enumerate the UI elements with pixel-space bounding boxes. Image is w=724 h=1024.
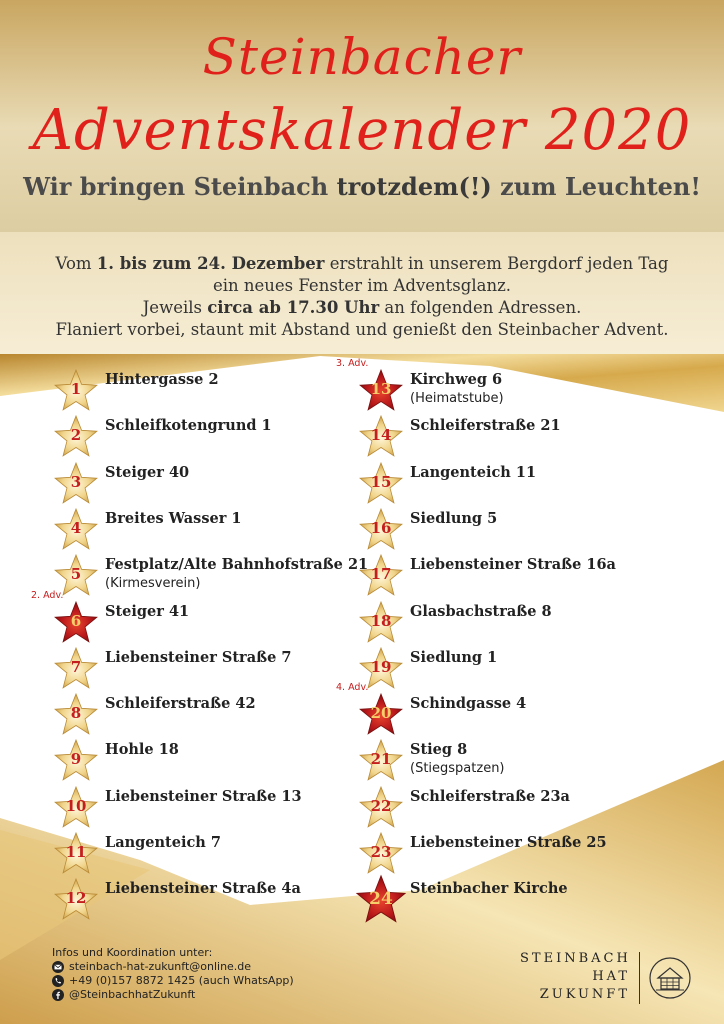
address: Kirchweg 6 — [410, 371, 503, 388]
address: Schleiferstraße 21 — [410, 417, 561, 435]
address: Schindgasse 4 — [410, 695, 527, 713]
address: Liebensteiner Straße 25 — [410, 834, 607, 851]
day-number: 14 — [370, 426, 392, 445]
day-number: 24 — [369, 889, 393, 910]
address: Liebensteiner Straße 4a — [105, 880, 301, 898]
intro-l1-b: 1. bis zum 24. Dezember — [96, 254, 325, 273]
phone-text[interactable]: +49 (0)157 8872 1425 (auch WhatsApp) — [69, 974, 294, 987]
intro-line-1 — [10, 253, 714, 275]
day-number: 5 — [70, 565, 82, 584]
day-number: 13 — [370, 380, 392, 398]
facebook-icon — [52, 989, 64, 1001]
intro-text — [10, 253, 714, 341]
address: Siedlung 5 — [410, 509, 498, 527]
address: Schleifkotengrund 1 — [105, 417, 272, 435]
info-label: Infos und Koordination unter: — [52, 946, 213, 959]
day-number: 18 — [370, 611, 392, 630]
address-note: (Kirmesverein) — [105, 576, 201, 592]
day-number: 19 — [370, 657, 392, 676]
intro-line-4: Flaniert vorbei, staunt mit Abstand und genießt den Steinbacher Advent. — [55, 320, 669, 339]
address: Breites Wasser 1 — [105, 509, 242, 527]
address: Langenteich 7 — [105, 834, 221, 851]
address: Stieg 8 — [410, 741, 468, 759]
address: Liebensteiner Straße 13 — [105, 787, 302, 805]
day-number: 17 — [370, 565, 392, 584]
address: Liebensteiner Straße 16a — [410, 556, 616, 574]
day-number: 8 — [70, 704, 82, 723]
email-row[interactable] — [52, 960, 294, 974]
intro-l1-c: erstrahlt in unserem Bergdorf jeden Tag — [324, 254, 669, 273]
day-number: 10 — [65, 796, 87, 815]
title-line-1: Steinbacher — [202, 28, 522, 86]
address-note: (Heimatstube) — [410, 391, 504, 406]
address: Steiger 40 — [105, 463, 190, 481]
day-number: 2 — [70, 426, 82, 445]
day-number: 22 — [370, 796, 392, 815]
address: Liebensteiner Straße 7 — [105, 648, 292, 666]
subtitle-post: zum Leuchten! — [491, 172, 701, 201]
steinbach-hat-zukunft-logo — [520, 950, 710, 1010]
day-number: 7 — [70, 657, 82, 676]
intro-l3-b: circa ab 17.30 Uhr — [207, 298, 380, 317]
facebook-row[interactable] — [52, 988, 294, 1002]
advent-label: 3. Adv. — [336, 358, 369, 369]
day-number: 20 — [370, 704, 392, 723]
address: Hohle 18 — [105, 741, 179, 759]
address: Steiger 41 — [105, 602, 190, 620]
intro-l3-a: Jeweils — [142, 298, 208, 317]
day-number: 23 — [370, 843, 392, 861]
address: Glasbachstraße 8 — [410, 602, 552, 620]
contact-info — [52, 946, 294, 1002]
phone-icon — [52, 975, 64, 987]
house-emblem-icon — [648, 956, 692, 1000]
day-number: 9 — [70, 750, 82, 769]
day-number: 4 — [70, 518, 82, 537]
address: Schleiferstraße 42 — [105, 695, 256, 713]
email-text[interactable]: steinbach-hat-zukunft@online.de — [69, 960, 252, 973]
day-number: 15 — [370, 472, 392, 491]
subtitle — [0, 172, 724, 201]
intro-line-2: ein neues Fenster im Adventsglanz. — [212, 276, 512, 295]
subtitle-bold: trotzdem(!) — [336, 172, 492, 201]
address: Hintergasse 2 — [105, 371, 219, 388]
logo-divider — [639, 952, 640, 1004]
intro-l1-a: Vom — [55, 254, 97, 273]
subtitle-pre: Wir bringen Steinbach — [23, 172, 337, 201]
intro-l3-c: an folgenden Adressen. — [379, 298, 582, 317]
address: Langenteich 11 — [410, 463, 537, 481]
day-number: 21 — [370, 750, 392, 769]
intro-line-3 — [10, 297, 714, 319]
title-line-2: Adventskalender 2020 — [32, 98, 692, 163]
advent-label: 2. Adv. — [31, 589, 64, 601]
address: Steinbacher Kirche — [410, 880, 568, 898]
day-number: 12 — [65, 889, 87, 908]
day-number: 6 — [70, 611, 82, 630]
logo-text — [520, 950, 630, 1004]
day-number: 16 — [370, 518, 392, 537]
facebook-text[interactable]: @SteinbachhatZukunft — [69, 988, 196, 1001]
day-number: 1 — [70, 380, 82, 398]
phone-row[interactable] — [52, 974, 294, 988]
address: Schleiferstraße 23a — [410, 787, 570, 805]
logo-line-3: ZUKUNFT — [539, 987, 630, 1002]
advent-label: 4. Adv. — [336, 682, 369, 694]
logo-line-1: STEINBACH — [520, 951, 631, 966]
envelope-icon — [52, 961, 64, 973]
day-number: 3 — [70, 472, 82, 491]
address-note: (Stiegspatzen) — [410, 761, 505, 777]
address: Festplatz/Alte Bahnhofstraße 21 — [105, 556, 369, 574]
logo-line-2: HAT — [592, 969, 630, 984]
address: Siedlung 1 — [410, 648, 498, 666]
day-number: 11 — [65, 843, 87, 861]
